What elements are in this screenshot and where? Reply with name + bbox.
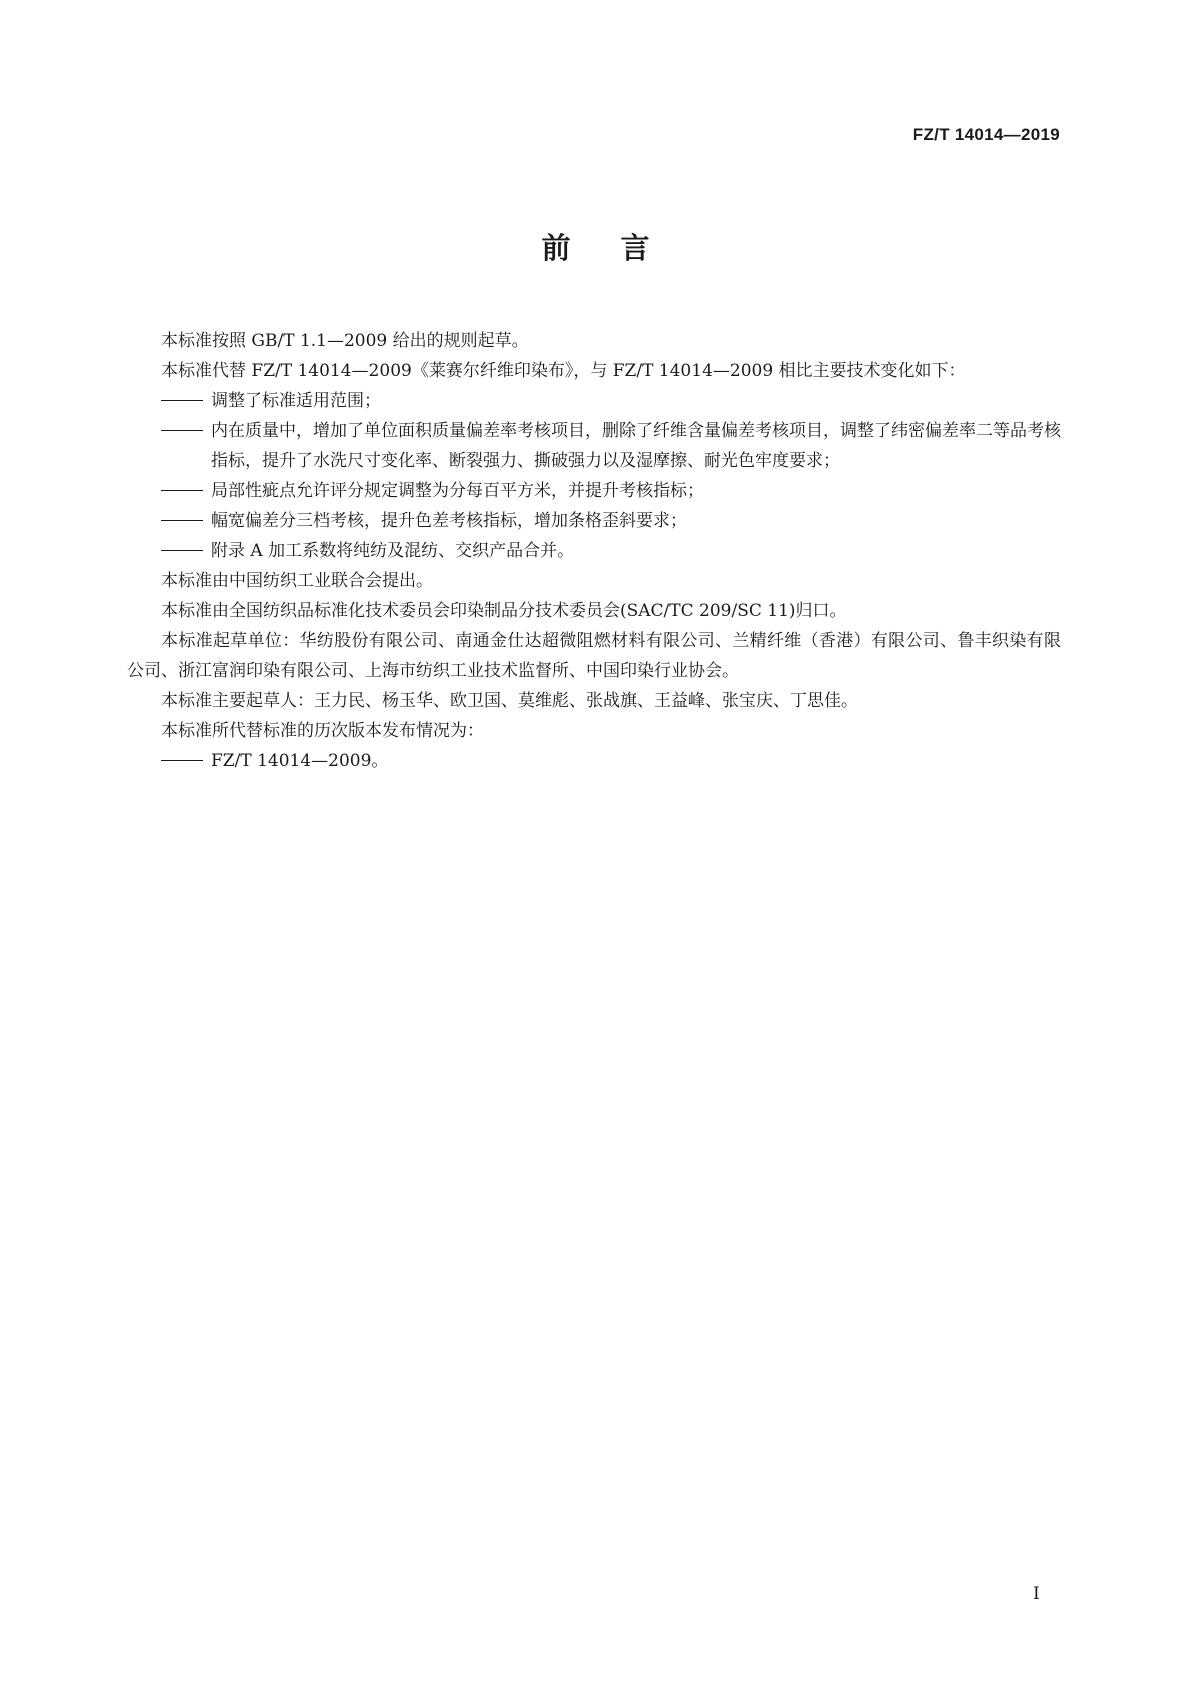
paragraph-replacement: 本标准代替 FZ/T 14014—2009《莱赛尔纤维印染布》，与 FZ/T 14014—2009 相比主要技术变化如下：	[161, 361, 966, 381]
list-item-text: 调整了标准适用范围；	[211, 391, 381, 411]
paragraph-version-history: 本标准所代替标准的历次版本发布情况为：	[161, 721, 484, 741]
em-dash-marker	[161, 400, 211, 404]
list-item	[127, 506, 1061, 536]
changes-list	[127, 386, 1061, 566]
list-item-text: 幅宽偏差分三档考核，提升色差考核指标，增加条格歪斜要求；	[211, 511, 687, 531]
paragraph-administrator: 本标准由全国纺织品标准化技术委员会印染制品分技术委员会(SAC/TC 209/SC 11)归口。	[161, 601, 847, 621]
em-dash-marker	[161, 430, 211, 434]
list-item-text: 局部性疵点允许评分规定调整为分每百平方米，并提升考核指标；	[211, 481, 704, 501]
document-body	[127, 326, 1061, 776]
list-item-text: 附录 A 加工系数将纯纺及混纺、交织产品合并。	[211, 541, 575, 561]
list-item-text: FZ/T 14014—2009。	[211, 751, 389, 771]
page-number: I	[1033, 1584, 1040, 1604]
page-title: 前言	[541, 231, 700, 265]
list-item-text: 内在质量中，增加了单位面积质量偏差率考核项目，删除了纤维含量偏差考核项目，调整了纬密偏差率二等品考核指标，提升了水洗尺寸变化率、断裂强力、撕破强力以及湿摩擦、耐光色牢度要求；	[211, 421, 1061, 471]
list-item	[127, 386, 1061, 416]
list-item	[127, 416, 1061, 476]
paragraph-drafters: 本标准主要起草人：王力民、杨玉华、欧卫国、莫维彪、张战旗、王益峰、张宝庆、丁思佳。	[161, 691, 858, 711]
em-dash-marker	[161, 490, 211, 494]
list-item	[127, 476, 1061, 506]
em-dash-marker	[161, 760, 211, 764]
em-dash-marker	[161, 550, 211, 554]
previous-versions-list	[127, 746, 1061, 776]
list-item	[127, 536, 1061, 566]
list-item	[127, 746, 1061, 776]
paragraph-drafting-units: 本标准起草单位：华纺股份有限公司、南通金仕达超微阻燃材料有限公司、兰精纤维（香港）有限公司、鲁丰织染有限公司、浙江富润印染有限公司、上海市纺织工业技术监督所、中国印染行业协会。	[127, 631, 1061, 681]
paragraph-drafting-rules: 本标准按照 GB/T 1.1—2009 给出的规则起草。	[161, 331, 529, 351]
paragraph-proposer: 本标准由中国纺织工业联合会提出。	[161, 571, 433, 591]
standard-code: FZ/T 14014—2019	[912, 125, 1060, 144]
em-dash-marker	[161, 520, 211, 524]
